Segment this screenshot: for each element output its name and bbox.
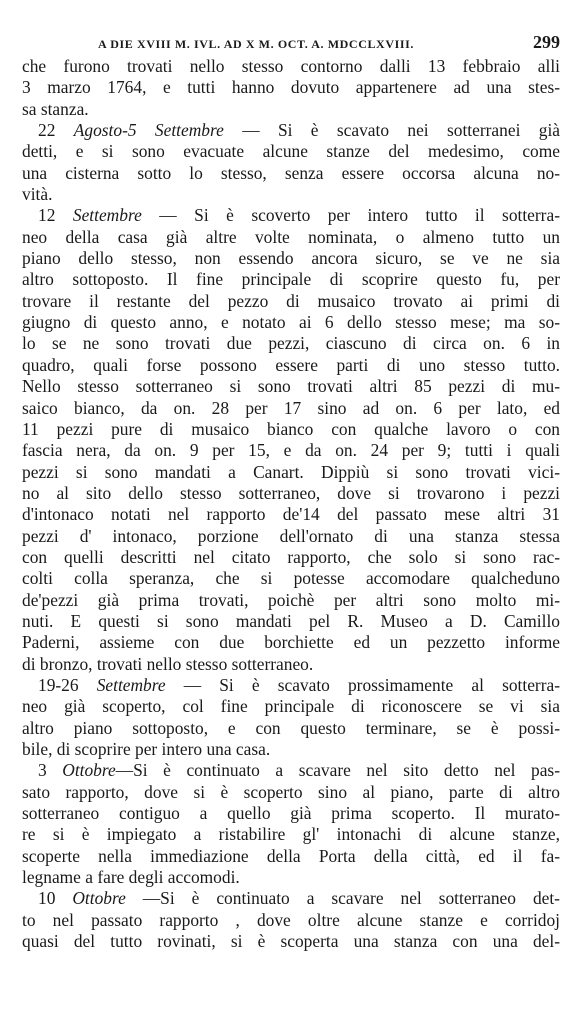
text-line: di bronzo, trovati nello stesso sotterraneo. bbox=[22, 653, 314, 674]
entry-date-month: Settembre bbox=[72, 205, 142, 226]
text-line: una cisterna sotto lo stesso, senza essere occorsa alcuna no- bbox=[22, 162, 560, 183]
entry-10-ottobre: 10 Ottobre —Si è continuato a scavare nel sotterraneo det- bbox=[38, 888, 560, 909]
text-line: giugno di questo anno, e notato ai 6 dello stesso mese; ma so- bbox=[22, 312, 560, 333]
entry-12-settembre: 12 Settembre — Si è scoverto per intero tutto il sotterra- bbox=[38, 205, 560, 226]
body-text bbox=[22, 56, 560, 952]
text-line: fascia nera, da on. 9 per 15, e da on. 24 per 9; tutti i quali bbox=[22, 440, 560, 461]
text-line: trovare il restante del pezzo di musaico trovato ai primi di bbox=[22, 290, 560, 311]
entry-date-month: Ottobre bbox=[62, 760, 116, 781]
text-line: pezzi d' intonaco, porzione dell'ornato di una stanza stessa bbox=[22, 525, 560, 546]
text-line: lo se ne sono trovati due pezzi, ciascuno di circa on. 6 in bbox=[22, 333, 560, 354]
text-line: piano dello stesso, non essendo ancora sicuro, se ve ne sia bbox=[22, 248, 560, 269]
text-line: sato rapporto, dove si è scoperto sino al piano, parte di altro bbox=[22, 781, 560, 802]
entry-date-month: Agosto-5 Settembre bbox=[73, 120, 224, 141]
text-line: con quelli descritti nel citato rapporto, che solo si sono rac- bbox=[22, 546, 560, 567]
text-line: scoperte nella immediazione della Porta della città, ed il fa- bbox=[22, 845, 560, 866]
running-header bbox=[22, 28, 560, 56]
text-line: to nel passato rapporto , dove oltre alcune stanze e corridoj bbox=[22, 909, 560, 930]
text-line: pezzi si sono mandati a Canart. Dippiù si sono trovati vici- bbox=[22, 461, 560, 482]
text-line: no al sito dello stesso sotterraneo, dove si trovarono i pezzi bbox=[22, 482, 560, 503]
entry-22-agosto-5-settembre: 22 Agosto-5 Settembre — Si è scavato nei sotterranei già bbox=[38, 120, 560, 141]
entry-19-26-settembre: 19-26 Settembre — Si è scavato prossimamente al sotterra- bbox=[38, 674, 560, 695]
entry-date-month: Settembre bbox=[96, 674, 166, 695]
text-line: altro piano sottoposto, e con questo terminare, se è possi- bbox=[22, 717, 560, 738]
entry-3-ottobre: 3 Ottobre—Si è continuato a scavare nel sito detto nel pas- bbox=[38, 760, 560, 781]
text-line: sa stanza. bbox=[22, 98, 89, 119]
text-line: quadro, quali forse possono essere parti di uno stesso tutto. bbox=[22, 354, 560, 375]
text-line: 11 pezzi pure di musaico bianco con qualche lavoro o con bbox=[22, 418, 560, 439]
text-line: neo della casa già altre volte nominata, o almeno tutto un bbox=[22, 226, 560, 247]
text-line: neo già scoperto, col fine principale di riconoscere se vi sia bbox=[22, 696, 560, 717]
text-line: colti colla speranza, che si potesse accomodare qualcheduno bbox=[22, 568, 560, 589]
text-line: bile, di scoprire per intero una casa. bbox=[22, 739, 271, 759]
text-line: d'intonaco notati nel rapporto de'14 del passato mese altri 31 bbox=[22, 504, 560, 525]
text-line: che furono trovati nello stesso contorno dalli 13 febbraio alli bbox=[22, 56, 560, 76]
text-line: Nello stesso sotterraneo si sono trovati altri 85 pezzi di mu- bbox=[22, 376, 560, 397]
text-line: detti, e si sono evacuate alcune stanze del medesimo, come bbox=[22, 141, 560, 162]
book-page bbox=[22, 28, 560, 1018]
text-line: de'pezzi già prima trovati, poichè per altri sono molto mi- bbox=[22, 589, 560, 610]
text-line: legname a fare degli accomodi. bbox=[22, 867, 240, 888]
text-line: sotterraneo contiguo a quello già prima scoperto. Il murato- bbox=[22, 803, 560, 824]
text-line: vità. bbox=[22, 184, 53, 205]
text-line: 3 marzo 1764, e tutti hanno dovuto appartenere ad una stes- bbox=[22, 77, 560, 98]
text-line: nuti. E questi si sono mandati pel R. Museo a D. Camillo bbox=[22, 610, 560, 631]
text-line: saico bianco, da on. 28 per 17 sino ad on. 6 per lato, ed bbox=[22, 397, 560, 418]
text-line: re si è impiegato a ristabilire gl' intonachi di alcune stanze, bbox=[22, 824, 560, 845]
text-line: altro sottoposto. Il fine principale di scoprire questo fu, per bbox=[22, 269, 560, 290]
text-line: Paderni, assieme con due borchiette ed un pezzetto informe bbox=[22, 632, 560, 653]
entry-date-month: Ottobre bbox=[72, 888, 126, 909]
text-line: quasi del tutto rovinati, si è scoperta una stanza con una del- bbox=[22, 931, 560, 952]
page-number: 299 bbox=[533, 32, 560, 52]
running-title: A DIE XVIII M. IVL. AD X M. OCT. A. MDCCLXVIII. bbox=[98, 37, 415, 51]
